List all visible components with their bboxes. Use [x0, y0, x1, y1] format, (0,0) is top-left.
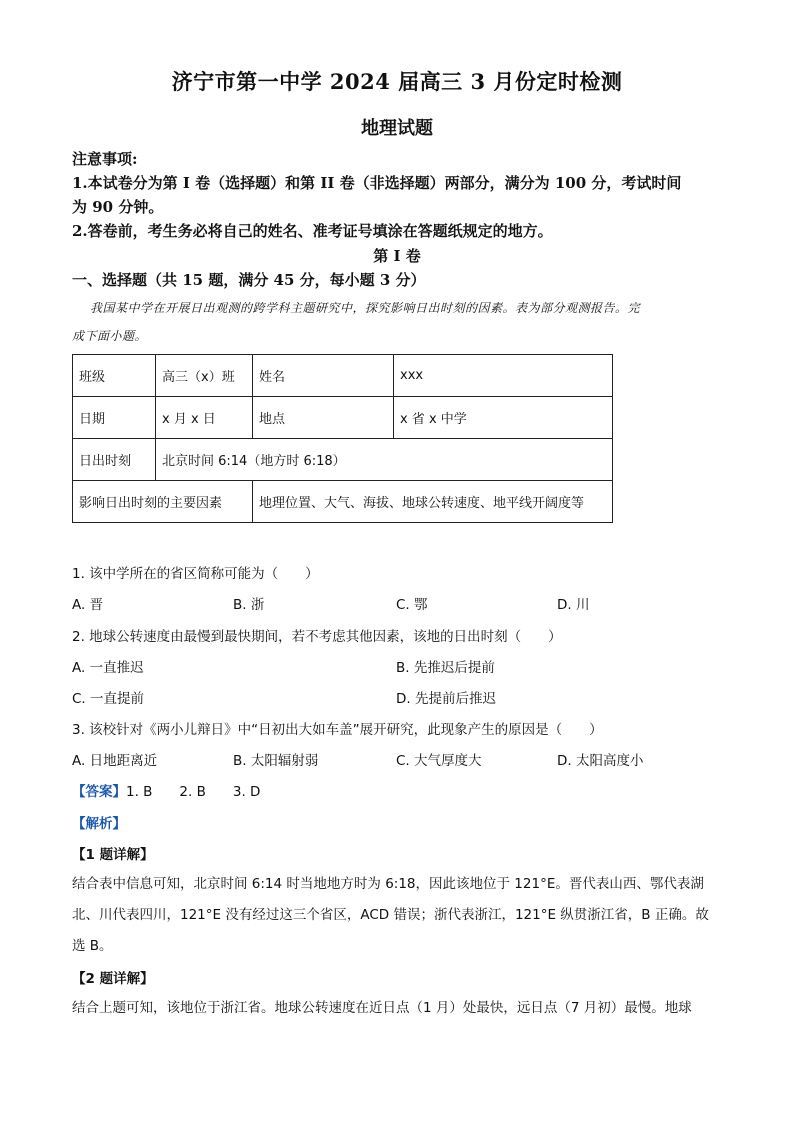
notes-heading: 注意事项: — [72, 150, 138, 168]
table-row — [73, 355, 613, 397]
volume-heading: 第 I 卷 — [373, 247, 421, 265]
question-3-option-c: C. 大气厚度大 — [396, 753, 482, 769]
question-3-option-d: D. 太阳高度小 — [557, 753, 644, 769]
question-2-stem: 2. 地球公转速度由最慢到最快期间，若不考虑其他因素，该地的日出时刻（ ） — [72, 629, 562, 645]
question-1-option-a: A. 晋 — [72, 597, 104, 613]
observation-table — [72, 354, 613, 523]
notes-item-2: 2.答卷前，考生务必将自己的姓名、准考证号填涂在答题纸规定的地方。 — [72, 222, 553, 240]
table-cell: x 月 x 日 — [156, 397, 253, 439]
answer-tag: 【答案】 — [72, 784, 126, 800]
notes-item-1: 1.本试卷分为第 I 卷（选择题）和第 II 卷（非选择题）两部分，满分为 100 分，考试时间 — [72, 174, 682, 192]
notes-item-1-cont: 为 90 分钟。 — [72, 198, 164, 216]
question-1-stem: 1. 该中学所在的省区简称可能为（ ） — [72, 566, 319, 582]
analysis-tag: 【解析】 — [72, 816, 126, 832]
table-cell: 日期 — [73, 397, 156, 439]
intro-line-2: 成下面小题。 — [72, 329, 148, 343]
table-cell: 日出时刻 — [73, 439, 156, 481]
table-row — [73, 397, 613, 439]
question-2-option-b: B. 先推迟后提前 — [396, 660, 495, 676]
question-2-option-c: C. 一直提前 — [72, 691, 145, 707]
table-cell: x 省 x 中学 — [394, 397, 613, 439]
question-1-option-b: B. 浙 — [233, 597, 265, 613]
detail-1-line-3: 选 B。 — [72, 938, 113, 954]
question-3-option-b: B. 太阳辐射弱 — [233, 753, 319, 769]
question-2-option-d: D. 先提前后推迟 — [396, 691, 496, 707]
table-row — [73, 481, 613, 523]
question-3-stem: 3. 该校针对《两小儿辩日》中“日初出大如车盖”展开研究，此现象产生的原因是（ ） — [72, 722, 603, 738]
question-1-option-c: C. 鄂 — [396, 597, 428, 613]
question-1-option-d: D. 川 — [557, 597, 590, 613]
question-3-option-a: A. 日地距离近 — [72, 753, 158, 769]
detail-1-line-1: 结合表中信息可知，北京时间 6:14 时当地地方时为 6:18，因此该地位于 121°E。晋代表山西、鄂代表湖 — [72, 876, 704, 892]
detail-1-line-2: 北、川代表四川，121°E 没有经过这三个省区，ACD 错误；浙代表浙江，121°E 纵贯浙江省，B 正确。故 — [72, 907, 709, 923]
exam-title: 济宁市第一中学 2024 届高三 3 月份定时检测 — [171, 69, 623, 94]
table-cell: 地理位置、大气、海拔、地球公转速度、地平线开阔度等 — [253, 481, 613, 523]
intro-line-1: 我国某中学在开展日出观测的跨学科主题研究中，探究影响日出时刻的因素。表为部分观测报告。完 — [90, 301, 641, 315]
table-cell: 影响日出时刻的主要因素 — [73, 481, 253, 523]
question-2-option-a: A. 一直推迟 — [72, 660, 144, 676]
table-cell: 地点 — [253, 397, 394, 439]
section-heading: 一、选择题（共 15 题，满分 45 分，每小题 3 分） — [72, 271, 426, 289]
detail-2-tag: 【2 题详解】 — [72, 971, 154, 987]
detail-2-line-1: 结合上题可知，该地位于浙江省。地球公转速度在近日点（1 月）处最快，远日点（7 月初）最慢。地球 — [72, 1000, 692, 1016]
answer-line — [72, 780, 260, 800]
table-cell: 高三（x）班 — [156, 355, 253, 397]
table-cell: 姓名 — [253, 355, 394, 397]
subject-title: 地理试题 — [361, 118, 433, 139]
table-row — [73, 439, 613, 481]
table-cell: 班级 — [73, 355, 156, 397]
table-cell: xxx — [394, 355, 613, 397]
table-cell: 北京时间 6:14（地方时 6:18） — [156, 439, 613, 481]
answer-values: 1. B 2. B 3. D — [126, 784, 261, 800]
detail-1-tag: 【1 题详解】 — [72, 847, 154, 863]
